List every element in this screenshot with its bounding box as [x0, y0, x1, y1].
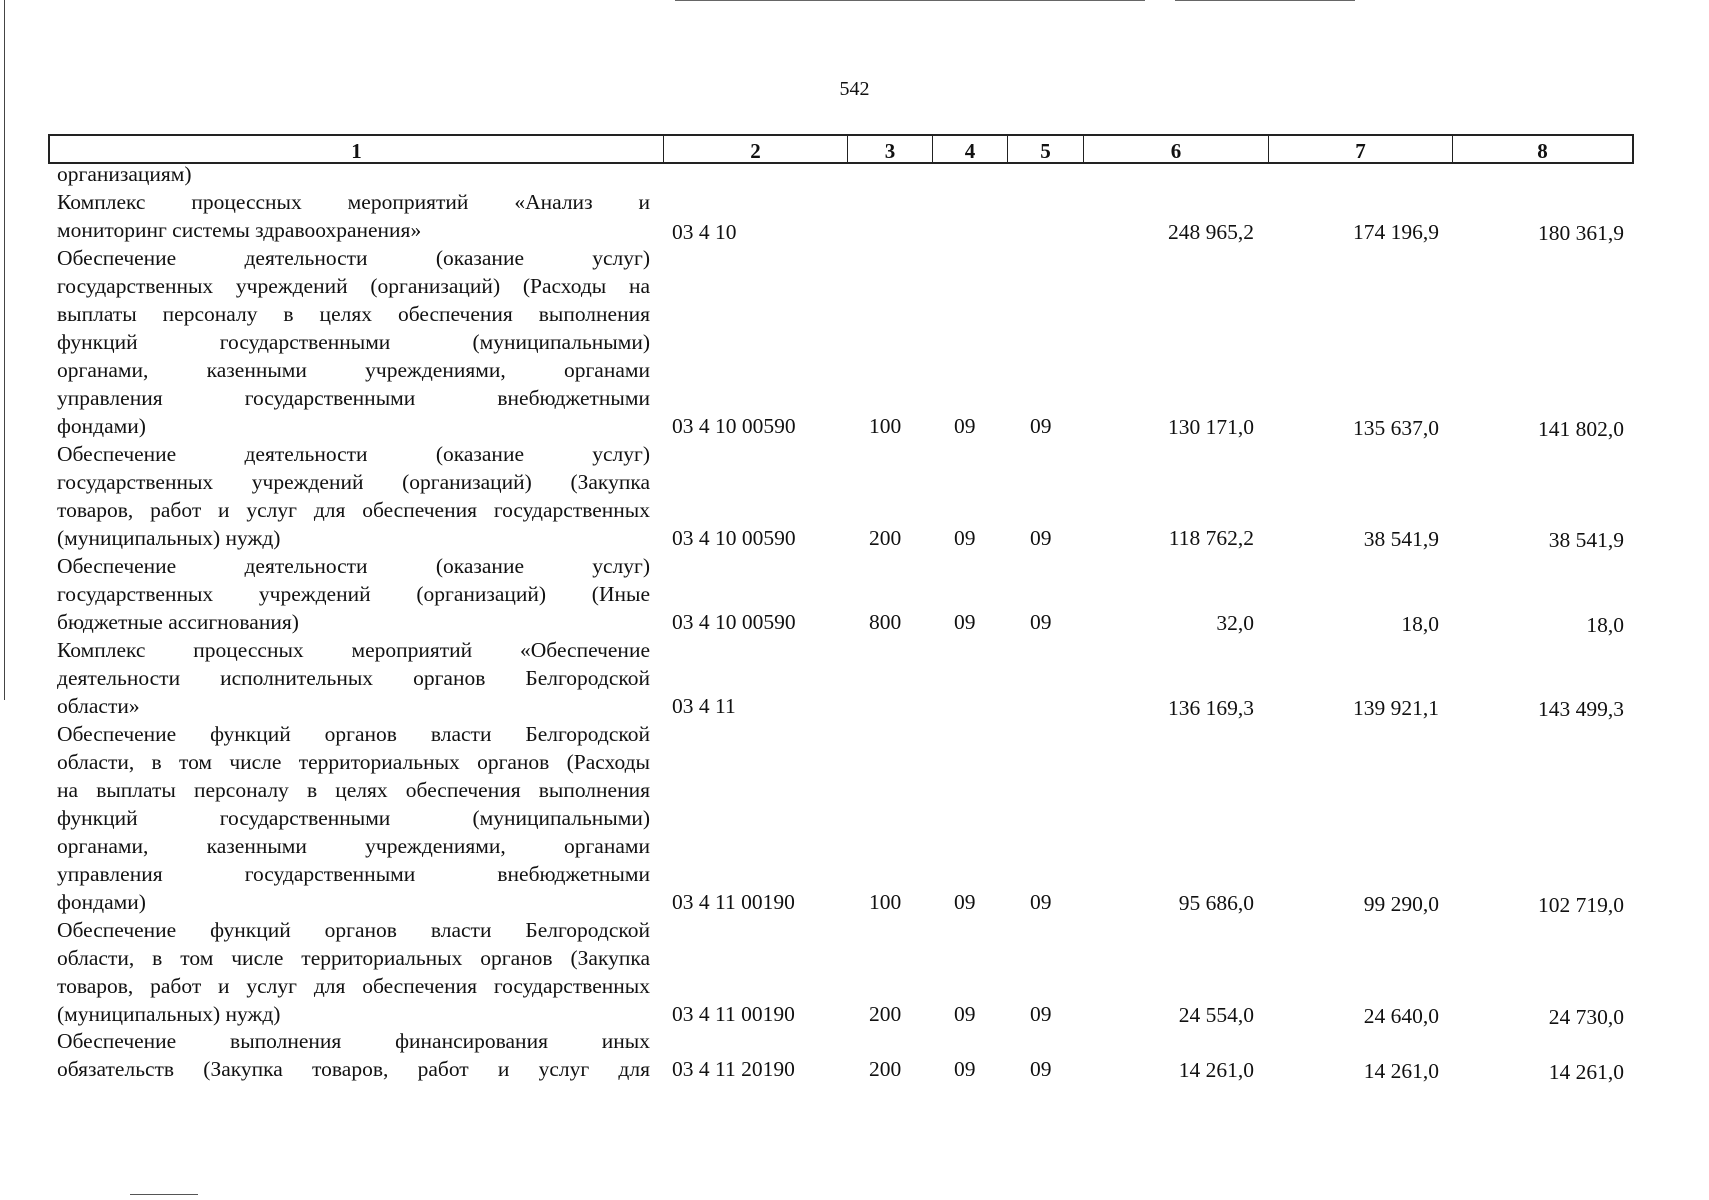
row-value-col8: 24 730,0 [1548, 1005, 1624, 1029]
row-value-col5: 09 [1030, 526, 1052, 550]
description-line: на выплаты персоналу в целях обеспечения выполнения [57, 778, 650, 802]
row-code: 03 4 10 00590 [672, 610, 796, 634]
description-line: Комплекс процессных мероприятий «Анализ и [57, 190, 650, 214]
row-value-col7: 135 637,0 [1353, 416, 1439, 440]
description-line: государственных учреждений (организаций) (Расходы на [57, 274, 650, 298]
row-value-col7: 38 541,9 [1363, 527, 1439, 551]
row-value-col5: 09 [1030, 890, 1052, 914]
description-line: Обеспечение функций органов власти Белгородской [57, 722, 650, 746]
row-value-col7: 14 261,0 [1363, 1059, 1439, 1083]
row-value-col8: 143 499,3 [1538, 697, 1624, 721]
row-code: 03 4 11 00190 [672, 890, 795, 914]
description-line: Обеспечение функций органов власти Белгородской [57, 918, 650, 942]
row-value-col3: 800 [869, 610, 902, 634]
row-value-col7: 24 640,0 [1363, 1004, 1439, 1028]
row-code: 03 4 11 20190 [672, 1057, 795, 1081]
row-value-col7: 174 196,9 [1353, 220, 1439, 244]
description-line: государственных учреждений (организаций) (Закупка [57, 470, 650, 494]
row-description [57, 916, 650, 1028]
row-value-col6: 118 762,2 [1168, 526, 1254, 550]
row-code: 03 4 10 00590 [672, 414, 796, 438]
header-col-7: 7 [1269, 136, 1453, 162]
row-value-col3: 100 [869, 890, 902, 914]
row-value-col6: 130 171,0 [1168, 415, 1254, 439]
header-col-5: 5 [1008, 136, 1084, 162]
description-line: функций государственными (муниципальными) [57, 806, 650, 830]
description-line: Обеспечение деятельности (оказание услуг) [57, 246, 650, 270]
row-value-col8: 180 361,9 [1538, 221, 1624, 245]
header-col-2: 2 [664, 136, 848, 162]
description-line: Комплекс процессных мероприятий «Обеспечение [57, 638, 650, 662]
row-value-col5: 09 [1030, 414, 1052, 438]
header-col-4: 4 [933, 136, 1008, 162]
table-header [48, 134, 1634, 164]
row-code: 03 4 10 [672, 220, 737, 244]
description-line: фондами) [57, 414, 146, 438]
row-description [57, 1027, 650, 1083]
row-value-col3: 200 [869, 1057, 902, 1081]
row-value-col4: 09 [954, 890, 976, 914]
row-value-col4: 09 [954, 414, 976, 438]
description-line: органами, казенными учреждениями, органами [57, 834, 650, 858]
row-value-col6: 248 965,2 [1168, 220, 1254, 244]
row-code: 03 4 10 00590 [672, 526, 796, 550]
description-line: функций государственными (муниципальными) [57, 330, 650, 354]
row-value-col3: 200 [869, 526, 902, 550]
row-value-col4: 09 [954, 1002, 976, 1026]
row-value-col6: 24 554,0 [1178, 1003, 1254, 1027]
row-value-col7: 139 921,1 [1353, 696, 1439, 720]
description-line: (муниципальных) нужд) [57, 526, 281, 550]
row-value-col8: 102 719,0 [1538, 893, 1624, 917]
row-value-col5: 09 [1030, 1057, 1052, 1081]
row-value-col6: 14 261,0 [1178, 1058, 1254, 1082]
page-number: 542 [839, 78, 870, 100]
description-line: фондами) [57, 890, 146, 914]
description-line: области, в том числе территориальных органов (Закупка [57, 946, 650, 970]
description-line: мониторинг системы здравоохранения» [57, 218, 422, 242]
row-value-col6: 95 686,0 [1178, 891, 1254, 915]
row-description [57, 440, 650, 552]
row-code: 03 4 11 00190 [672, 1002, 795, 1026]
description-line: деятельности исполнительных органов Белгородской [57, 666, 650, 690]
scan-dash [130, 1194, 198, 1195]
description-line: товаров, работ и услуг для обеспечения государственных [57, 974, 650, 998]
row-value-col6: 136 169,3 [1168, 696, 1254, 720]
description-line: Обеспечение выполнения финансирования иных [57, 1029, 650, 1053]
description-line: управления государственными внебюджетными [57, 386, 650, 410]
description-line: государственных учреждений (организаций) (Иные [57, 582, 650, 606]
row-value-col8: 14 261,0 [1548, 1060, 1624, 1084]
row-description [57, 552, 650, 636]
header-col-6: 6 [1084, 136, 1269, 162]
row-description [57, 244, 650, 440]
description-line: обязательств (Закупка товаров, работ и услуг для [57, 1057, 650, 1081]
row-value-col7: 99 290,0 [1363, 892, 1439, 916]
row-description [57, 720, 650, 916]
row-value-col3: 200 [869, 1002, 902, 1026]
header-col-8: 8 [1537, 139, 1548, 163]
row-value-col8: 141 802,0 [1538, 417, 1624, 441]
row-code: 03 4 11 [672, 694, 736, 718]
description-line: области» [57, 694, 140, 718]
scan-line-top [675, 0, 1145, 1]
scan-edge-left [4, 0, 5, 700]
description-line: Обеспечение деятельности (оказание услуг) [57, 442, 650, 466]
description-line: бюджетные ассигнования) [57, 610, 299, 634]
description-line: товаров, работ и услуг для обеспечения государственных [57, 498, 650, 522]
header-col-3: 3 [848, 136, 933, 162]
description-line: управления государственными внебюджетными [57, 862, 650, 886]
row-description [57, 636, 650, 720]
intro-line: организациям) [57, 162, 192, 186]
row-value-col7: 18,0 [1401, 612, 1439, 636]
description-line: Обеспечение деятельности (оказание услуг) [57, 554, 650, 578]
row-value-col4: 09 [954, 1057, 976, 1081]
description-line: области, в том числе территориальных органов (Расходы [57, 750, 650, 774]
row-value-col5: 09 [1030, 610, 1052, 634]
row-value-col6: 32,0 [1216, 611, 1254, 635]
row-value-col8: 18,0 [1586, 613, 1624, 637]
scan-line-top-2 [1175, 0, 1355, 1]
description-line: органами, казенными учреждениями, органами [57, 358, 650, 382]
row-value-col4: 09 [954, 526, 976, 550]
description-line: выплаты персоналу в целях обеспечения выполнения [57, 302, 650, 326]
description-line: (муниципальных) нужд) [57, 1002, 281, 1026]
row-description [57, 188, 650, 244]
row-value-col4: 09 [954, 610, 976, 634]
row-value-col8: 38 541,9 [1548, 528, 1624, 552]
row-value-col3: 100 [869, 414, 902, 438]
row-value-col5: 09 [1030, 1002, 1052, 1026]
header-col-1: 1 [50, 136, 664, 162]
